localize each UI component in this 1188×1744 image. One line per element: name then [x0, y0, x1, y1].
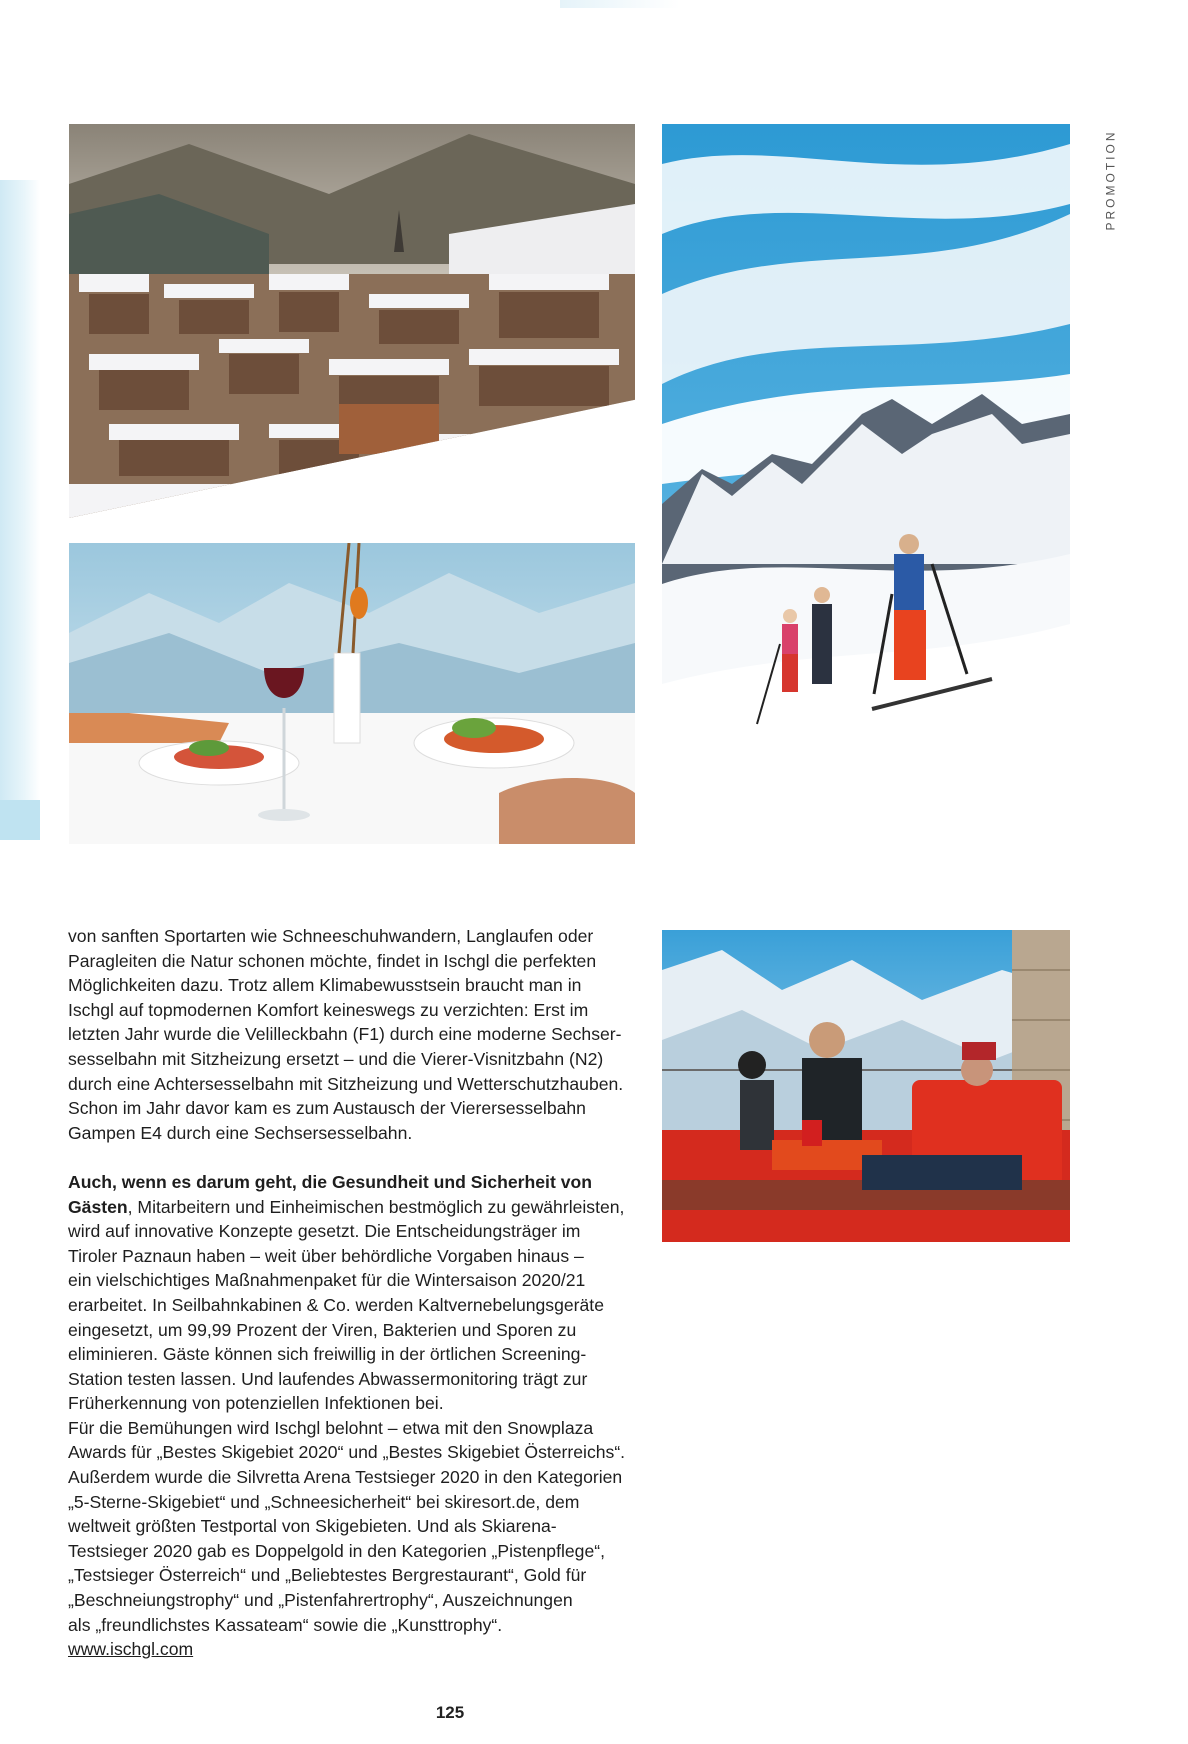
decorative-edge-strip: [0, 180, 40, 840]
photo-ski-touring: [662, 124, 1070, 844]
lead-in-bold-word: Gästen: [68, 1196, 128, 1217]
lead-in-bold: Auch, wenn es darum geht, die Gesundheit und Sicherheit von: [68, 1171, 592, 1192]
article-paragraph: von sanften Sportarten wie Schneeschuhwandern, Langlaufen oder Paragleiten die Natur schonen möchte, findet in Ischgl die perfekten Möglichkeiten dazu. Trotz allem Klimabewusstsein braucht man in Ischgl auf topmodernen Komfort keineswegs zu verzichten: Erst im letzten Jahr wurde die Velilleckbahn (F1) durch eine moderne Sechser- sesselbahn mit Sitzheizung ersetzt – und die Vierer-Visnitzbahn (N2) durch eine Achtersesselbahn mit Sitzheizung und Wetterschutzhauben. Schon im Jahr davor kam es zum Austausch der Vierersesselbahn Gampen E4 durch eine Sechsersesselbahn.: [68, 926, 624, 1143]
photo-dinner: [69, 543, 635, 844]
photo-village: [69, 124, 635, 518]
article-paragraph: Für die Bemühungen wird Ischgl belohnt – etwa mit den Snowplaza Awards für „Bestes Skigebiet 2020“ und „Bestes Skigebiet Österreichs“. Außerdem wurde die Silvretta Arena Testsieger 2020 in den Kategorien „5-Sterne-Skigebiet“ und „Schneesicherheit“ bei skiresort.de, dem weltweit größten Testportal von Skigebieten. Und als Skiarena- Testsieger 2020 gab es Doppelgold in den Kategorien „Pistenpflege“, „Testsieger Österreich“ und „Beliebtestes Bergrestaurant“, Gold für „Beschneiungstrophy“ und „Pistenfahrertrophy“, Auszeichnungen als „freundlichstes Kassateam“ sowie die „Kunsttrophy“. www.ischgl.com: [68, 1417, 626, 1660]
sun-terrace-illustration: [662, 930, 1070, 1242]
dinner-illustration: [69, 543, 635, 844]
website-link[interactable]: www.ischgl.com: [68, 1639, 194, 1660]
ski-touring-illustration: [662, 124, 1070, 844]
page-number: 125: [435, 1703, 465, 1722]
article-body: [68, 924, 628, 1662]
photo-sun-terrace: [662, 930, 1070, 1242]
top-edge-mark: [560, 0, 680, 8]
promotion-label: PROMOTION: [1103, 129, 1117, 231]
village-illustration: [69, 124, 635, 518]
article-paragraph: Auch, wenn es darum geht, die Gesundheit und Sicherheit von Gästen, Mitarbeitern und Einheimischen bestmöglich zu gewährleisten, wird auf innovative Konzepte gesetzt. Die Entscheidungsträger im Tiroler Paznaun haben – weit über behördliche Vorgaben hinaus – ein vielschichtiges Maßnahmenpaket für die Wintersaison 2020/21 erarbeitet. In Seilbahnkabinen & Co. werden Kaltvernebelungsgeräte eingesetzt, um 99,99 Prozent der Viren, Bakterien und Sporen zu eliminieren. Gäste können sich freiwillig in der örtlichen Screening- Station testen lassen. Und laufendes Abwassermonitoring trägt zur Früherkennung von potenziellen Infektionen bei.: [68, 1171, 625, 1414]
